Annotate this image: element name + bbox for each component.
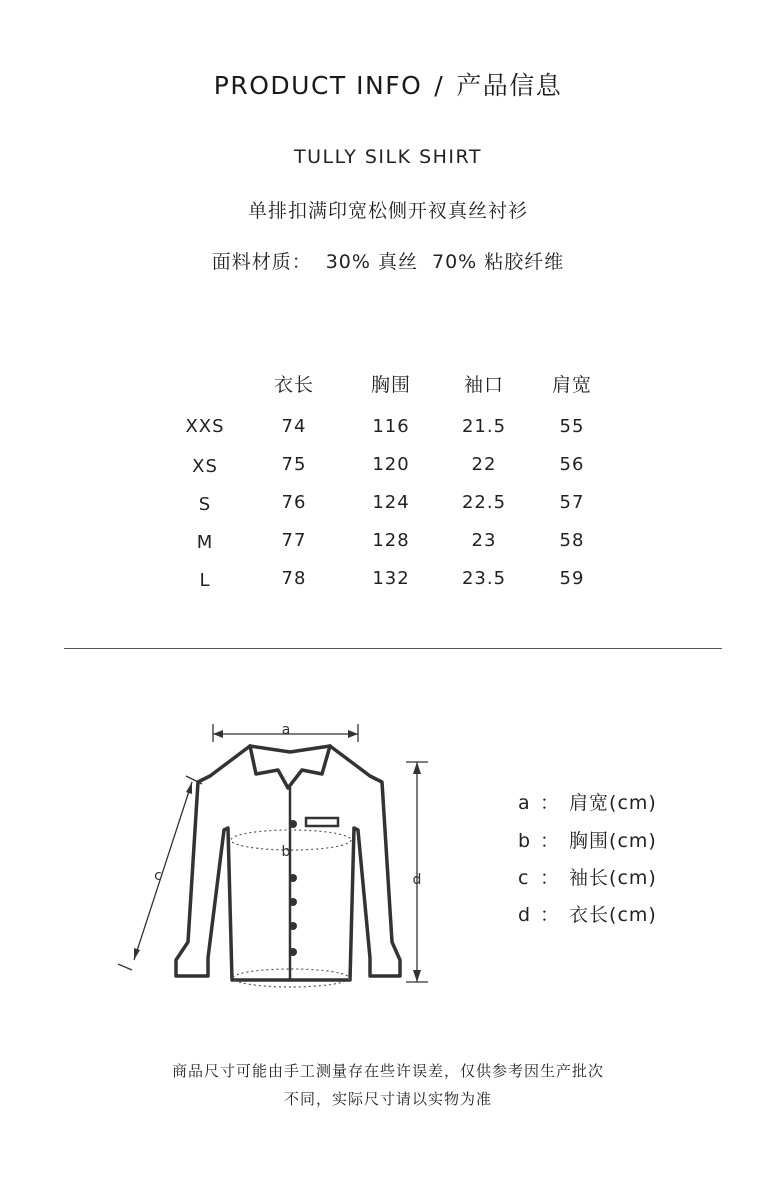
pocket-icon — [306, 818, 338, 826]
title-chinese: 产品信息 — [456, 71, 563, 100]
table-cell: 116 — [372, 416, 410, 437]
measurement-note-line2: 不同，实际尺寸请以实物为准 — [283, 1090, 492, 1108]
size-label-l: L — [199, 570, 211, 591]
column-header-cuff: 袖口 — [463, 374, 504, 396]
table-cell: 77 — [281, 530, 307, 551]
column-header-shoulder: 肩宽 — [551, 374, 592, 396]
table-cell: 21.5 — [461, 416, 507, 437]
legend-item-a — [518, 788, 657, 815]
material-label: 面料材质： — [211, 251, 312, 273]
table-cell: 78 — [281, 568, 307, 589]
table-cell: 75 — [281, 454, 307, 475]
legend-text: 肩宽(cm) — [569, 792, 657, 814]
title-english: PRODUCT INFO — [213, 71, 423, 100]
size-label-s: S — [198, 494, 212, 515]
product-description: 单排扣满印宽松侧开衩真丝衬衫 — [247, 200, 528, 222]
column-header-chest: 胸围 — [370, 374, 411, 396]
legend-key: b — [518, 830, 532, 852]
shirt-measurement-diagram — [110, 712, 440, 1002]
product-name: TULLY SILK SHIRT — [294, 146, 482, 168]
legend-key: c — [518, 867, 530, 889]
page-title — [0, 66, 776, 102]
legend-key: d — [518, 904, 532, 926]
shirt-outline-icon — [176, 746, 400, 980]
label-a: a — [281, 722, 291, 738]
label-c: c — [154, 868, 162, 884]
table-cell: 55 — [559, 416, 585, 437]
table-cell: 76 — [281, 492, 307, 513]
legend-colon: ： — [540, 792, 561, 814]
legend-text: 袖长(cm) — [569, 867, 657, 889]
table-cell: 120 — [372, 454, 410, 475]
measurement-note-line1: 商品尺寸可能由手工测量存在些许误差，仅供参考因生产批次 — [171, 1062, 604, 1080]
material-viscose: 70% 粘胶纤维 — [432, 251, 565, 273]
legend-colon: ： — [540, 867, 561, 889]
legend-item-c — [518, 863, 657, 890]
table-cell: 23 — [471, 530, 497, 551]
section-divider — [64, 648, 722, 649]
table-cell: 22 — [471, 454, 497, 475]
legend-colon: ： — [540, 830, 561, 852]
column-header-length: 衣长 — [273, 374, 314, 396]
legend-colon: ： — [540, 904, 561, 926]
label-b: b — [281, 844, 291, 860]
legend-text: 衣长(cm) — [569, 904, 657, 926]
title-separator: / — [434, 71, 445, 100]
legend-item-d — [518, 900, 657, 927]
table-cell: 23.5 — [461, 568, 507, 589]
size-table — [0, 362, 776, 602]
legend-text: 胸围(cm) — [569, 830, 657, 852]
size-label-xxs: XXS — [185, 416, 225, 437]
table-cell: 59 — [559, 568, 585, 589]
size-label-xs: XS — [192, 456, 218, 477]
material-composition — [0, 247, 776, 274]
material-silk: 30% 真丝 — [325, 251, 418, 273]
table-cell: 132 — [372, 568, 410, 589]
table-cell: 57 — [559, 492, 585, 513]
table-cell: 124 — [372, 492, 410, 513]
table-cell: 74 — [281, 416, 307, 437]
table-cell: 56 — [559, 454, 585, 475]
size-label-m: M — [196, 532, 214, 553]
table-cell: 58 — [559, 530, 585, 551]
label-d: d — [412, 872, 422, 888]
legend-item-b — [518, 826, 657, 853]
table-cell: 128 — [372, 530, 410, 551]
legend-key: a — [518, 792, 531, 814]
table-cell: 22.5 — [461, 492, 507, 513]
